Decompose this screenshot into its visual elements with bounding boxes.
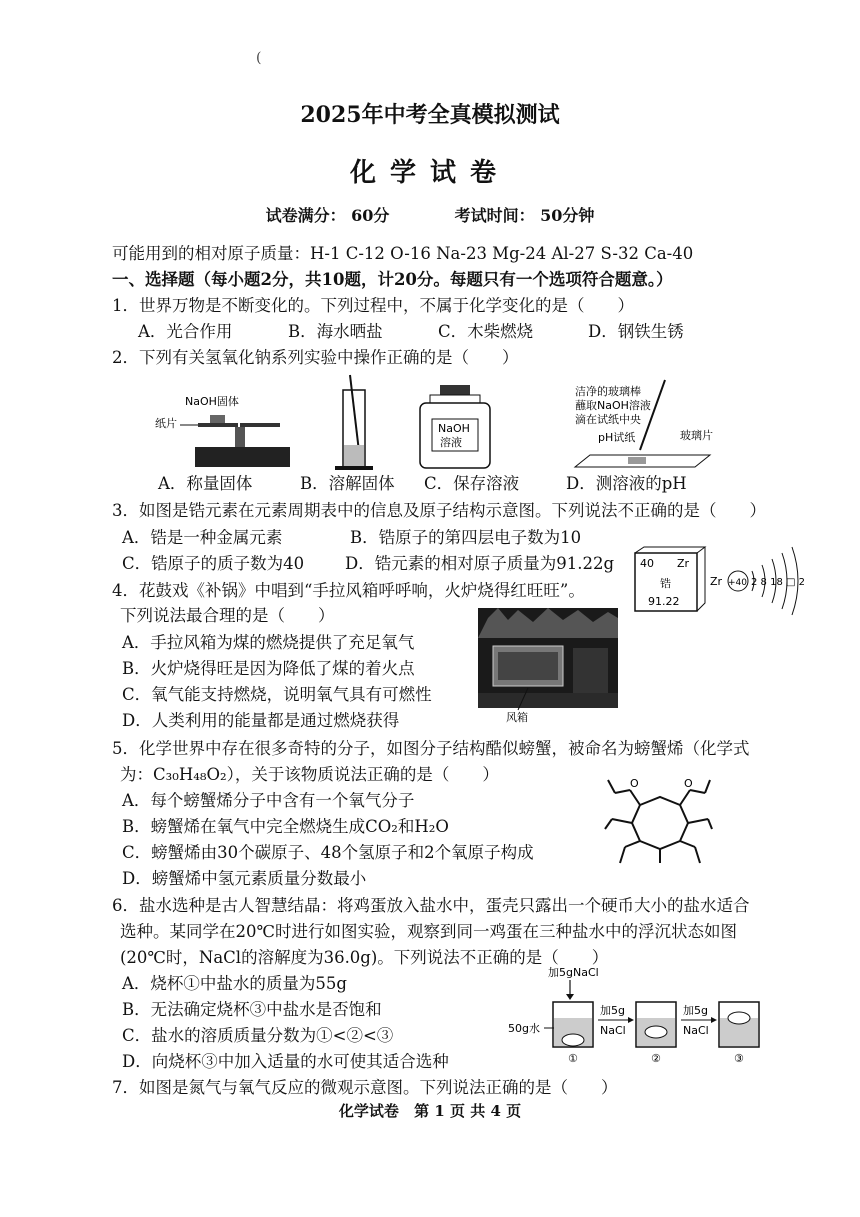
full-score: 试卷满分： 60分 xyxy=(265,206,390,225)
q2-figures xyxy=(150,375,790,470)
q5-option-d: D．螃蟹烯中氢元素质量分数最小 xyxy=(122,869,367,888)
q2-option-a: A．称量固体 xyxy=(158,474,253,493)
q1-option-c: C．木柴燃烧 xyxy=(438,322,534,341)
q4-option-c: C．氧气能支持燃烧，说明氧气具有可燃性 xyxy=(122,685,432,704)
atomic-masses: 可能用到的相对原子质量：H-1 C-12 O-16 Na-23 Mg-24 Al-27 S-32 Ca-40 xyxy=(112,244,694,263)
exam-time: 考试时间： 50分钟 xyxy=(454,206,595,225)
rod-note-2: 蘸取NaOH溶液 xyxy=(575,399,651,412)
add-salt-2a: 加5g xyxy=(683,1004,708,1017)
electron-shells: 2 8 18 □ 2 xyxy=(751,577,805,588)
section-heading: 一、选择题（每小题2分，共10题，计20分。每题只有一个选项符合题意。） xyxy=(112,270,673,289)
q6-option-c: C．盐水的溶质质量分数为①<②<③ xyxy=(122,1026,394,1045)
element-cell xyxy=(635,547,705,611)
bottle-figure xyxy=(420,385,490,468)
beaker-2 xyxy=(636,1002,676,1065)
element-mass: 91.22 xyxy=(648,595,680,608)
q5-stem-2: 为：C₃₀H₄₈O₂），关于该物质说法正确的是（ ） xyxy=(120,765,499,784)
beaker-3-label: ③ xyxy=(734,1052,744,1065)
q2-option-c: C．保存溶液 xyxy=(424,474,520,493)
rod-note-3: 滴在试纸中央 xyxy=(575,413,641,426)
q3-option-a: A．锆是一种金属元素 xyxy=(122,528,283,547)
q3-stem: 3．如图是锆元素在元素周期表中的信息及原子结构示意图。下列说法不正确的是（ ） xyxy=(112,501,766,520)
rod-note-1: 洁净的玻璃棒 xyxy=(575,385,641,398)
footer-subject: 化学试卷 xyxy=(338,1102,399,1120)
beaker-2-label: ② xyxy=(651,1052,661,1065)
q3-option-c: C．锆原子的质子数为40 xyxy=(122,554,305,573)
q6-option-b: B．无法确定烧杯③中盐水是否饱和 xyxy=(122,1000,382,1019)
q4-option-d: D．人类利用的能量都是通过燃烧获得 xyxy=(122,711,400,730)
beaker-1-label: ① xyxy=(568,1052,578,1065)
element-number: 40 xyxy=(640,557,654,570)
paper-label: 纸片 xyxy=(155,417,177,430)
oxygen-atom-1: O xyxy=(630,777,639,790)
atom-structure xyxy=(710,547,805,615)
exam-title: 2025年中考全真模拟测试 xyxy=(300,102,560,128)
bottle-label-1: NaOH xyxy=(438,422,470,435)
q1-option-a: A．光合作用 xyxy=(138,322,233,341)
q4-option-b: B．火炉烧得旺是因为降低了煤的着火点 xyxy=(122,659,415,678)
nucleus-charge: +40 xyxy=(728,578,747,588)
furnace-figure xyxy=(478,608,618,723)
q1-option-b: B．海水晒盐 xyxy=(288,322,383,341)
q5-option-a: A．每个螃蟹烯分子中含有一个氧气分子 xyxy=(122,791,415,810)
beaker-figure xyxy=(508,962,778,1072)
element-symbol: Zr xyxy=(677,557,690,570)
water-label: 50g水 xyxy=(508,1022,540,1035)
beaker-3 xyxy=(719,1002,759,1065)
balance-figure xyxy=(155,394,290,467)
cylinder-figure xyxy=(335,375,373,470)
naoh-solid-label: NaOH固体 xyxy=(185,395,239,408)
ph-paper-label: pH试纸 xyxy=(598,431,636,444)
q3-option-d: D．锆元素的相对原子质量为91.22g xyxy=(345,554,615,573)
bottle-label-2: 溶液 xyxy=(440,436,462,449)
beaker-1 xyxy=(553,1002,593,1065)
q5-option-c: C．螃蟹烯由30个碳原子、48个氢原子和2个氧原子构成 xyxy=(122,843,534,862)
q1-option-d: D．钢铁生锈 xyxy=(588,322,684,341)
bellows-label: 风箱 xyxy=(506,711,528,724)
footer-page: 第 1 页 共 4 页 xyxy=(414,1102,522,1120)
q5-stem: 5．化学世界中存在很多奇特的分子，如图分子结构酷似螃蟹，被命名为螃蟹烯（化学式 xyxy=(112,739,750,758)
ph-test-figure xyxy=(575,380,713,467)
add-salt-top: 加5gNaCl xyxy=(548,966,599,979)
q7-stem: 7．如图是氮气与氧气反应的微观示意图。下列说法正确的是（ ） xyxy=(112,1078,618,1097)
q6-option-a: A．烧杯①中盐水的质量为55g xyxy=(122,974,347,993)
add-salt-1a: 加5g xyxy=(600,1004,625,1017)
q4-stem: 4．花鼓戏《补锅》中唱到“手拉风箱呼呼响，火炉烧得红旺旺”。 xyxy=(112,581,585,600)
q3-option-b: B．锆原子的第四层电子数为10 xyxy=(350,528,582,547)
atom-symbol: Zr xyxy=(710,575,723,588)
page-footer xyxy=(0,1100,860,1121)
molecule-figure xyxy=(600,775,715,870)
q2-option-d: D．测溶液的pH xyxy=(566,474,687,493)
oxygen-atom-2: O xyxy=(684,777,693,790)
exam-meta xyxy=(0,203,860,226)
q2-option-b: B．溶解固体 xyxy=(300,474,395,493)
subject-title: 化学试卷 xyxy=(349,158,510,188)
glass-label: 玻璃片 xyxy=(680,429,713,442)
add-salt-2b: NaCl xyxy=(683,1024,709,1037)
q5-option-b: B．螃蟹烯在氧气中完全燃烧生成CO₂和H₂O xyxy=(122,817,449,836)
q4-stem-2: 下列说法最合理的是（ ） xyxy=(120,606,335,625)
q1-stem: 1．世界万物是不断变化的。下列过程中，不属于化学变化的是（ ） xyxy=(112,296,634,315)
zr-figure xyxy=(630,545,830,620)
element-name: 锆 xyxy=(660,577,671,590)
q2-stem: 2．下列有关氢氧化钠系列实验中操作正确的是（ ） xyxy=(112,348,519,367)
q6-stem-3: (20℃时，NaCl的溶解度为36.0g)。下列说法不正确的是（ ） xyxy=(120,948,609,967)
q6-stem: 6．盐水选种是古人智慧结晶：将鸡蛋放入盐水中，蛋壳只露出一个硬币大小的盐水适合 xyxy=(112,896,750,915)
corner-mark: ( xyxy=(256,50,262,66)
q6-stem-2: 选种。某同学在20℃时进行如图实验，观察到同一鸡蛋在三种盐水中的浮沉状态如图 xyxy=(120,922,737,941)
q6-option-d: D．向烧杯③中加入适量的水可使其适合选种 xyxy=(122,1052,449,1071)
add-salt-1b: NaCl xyxy=(600,1024,626,1037)
q4-option-a: A．手拉风箱为煤的燃烧提供了充足氧气 xyxy=(122,633,415,652)
